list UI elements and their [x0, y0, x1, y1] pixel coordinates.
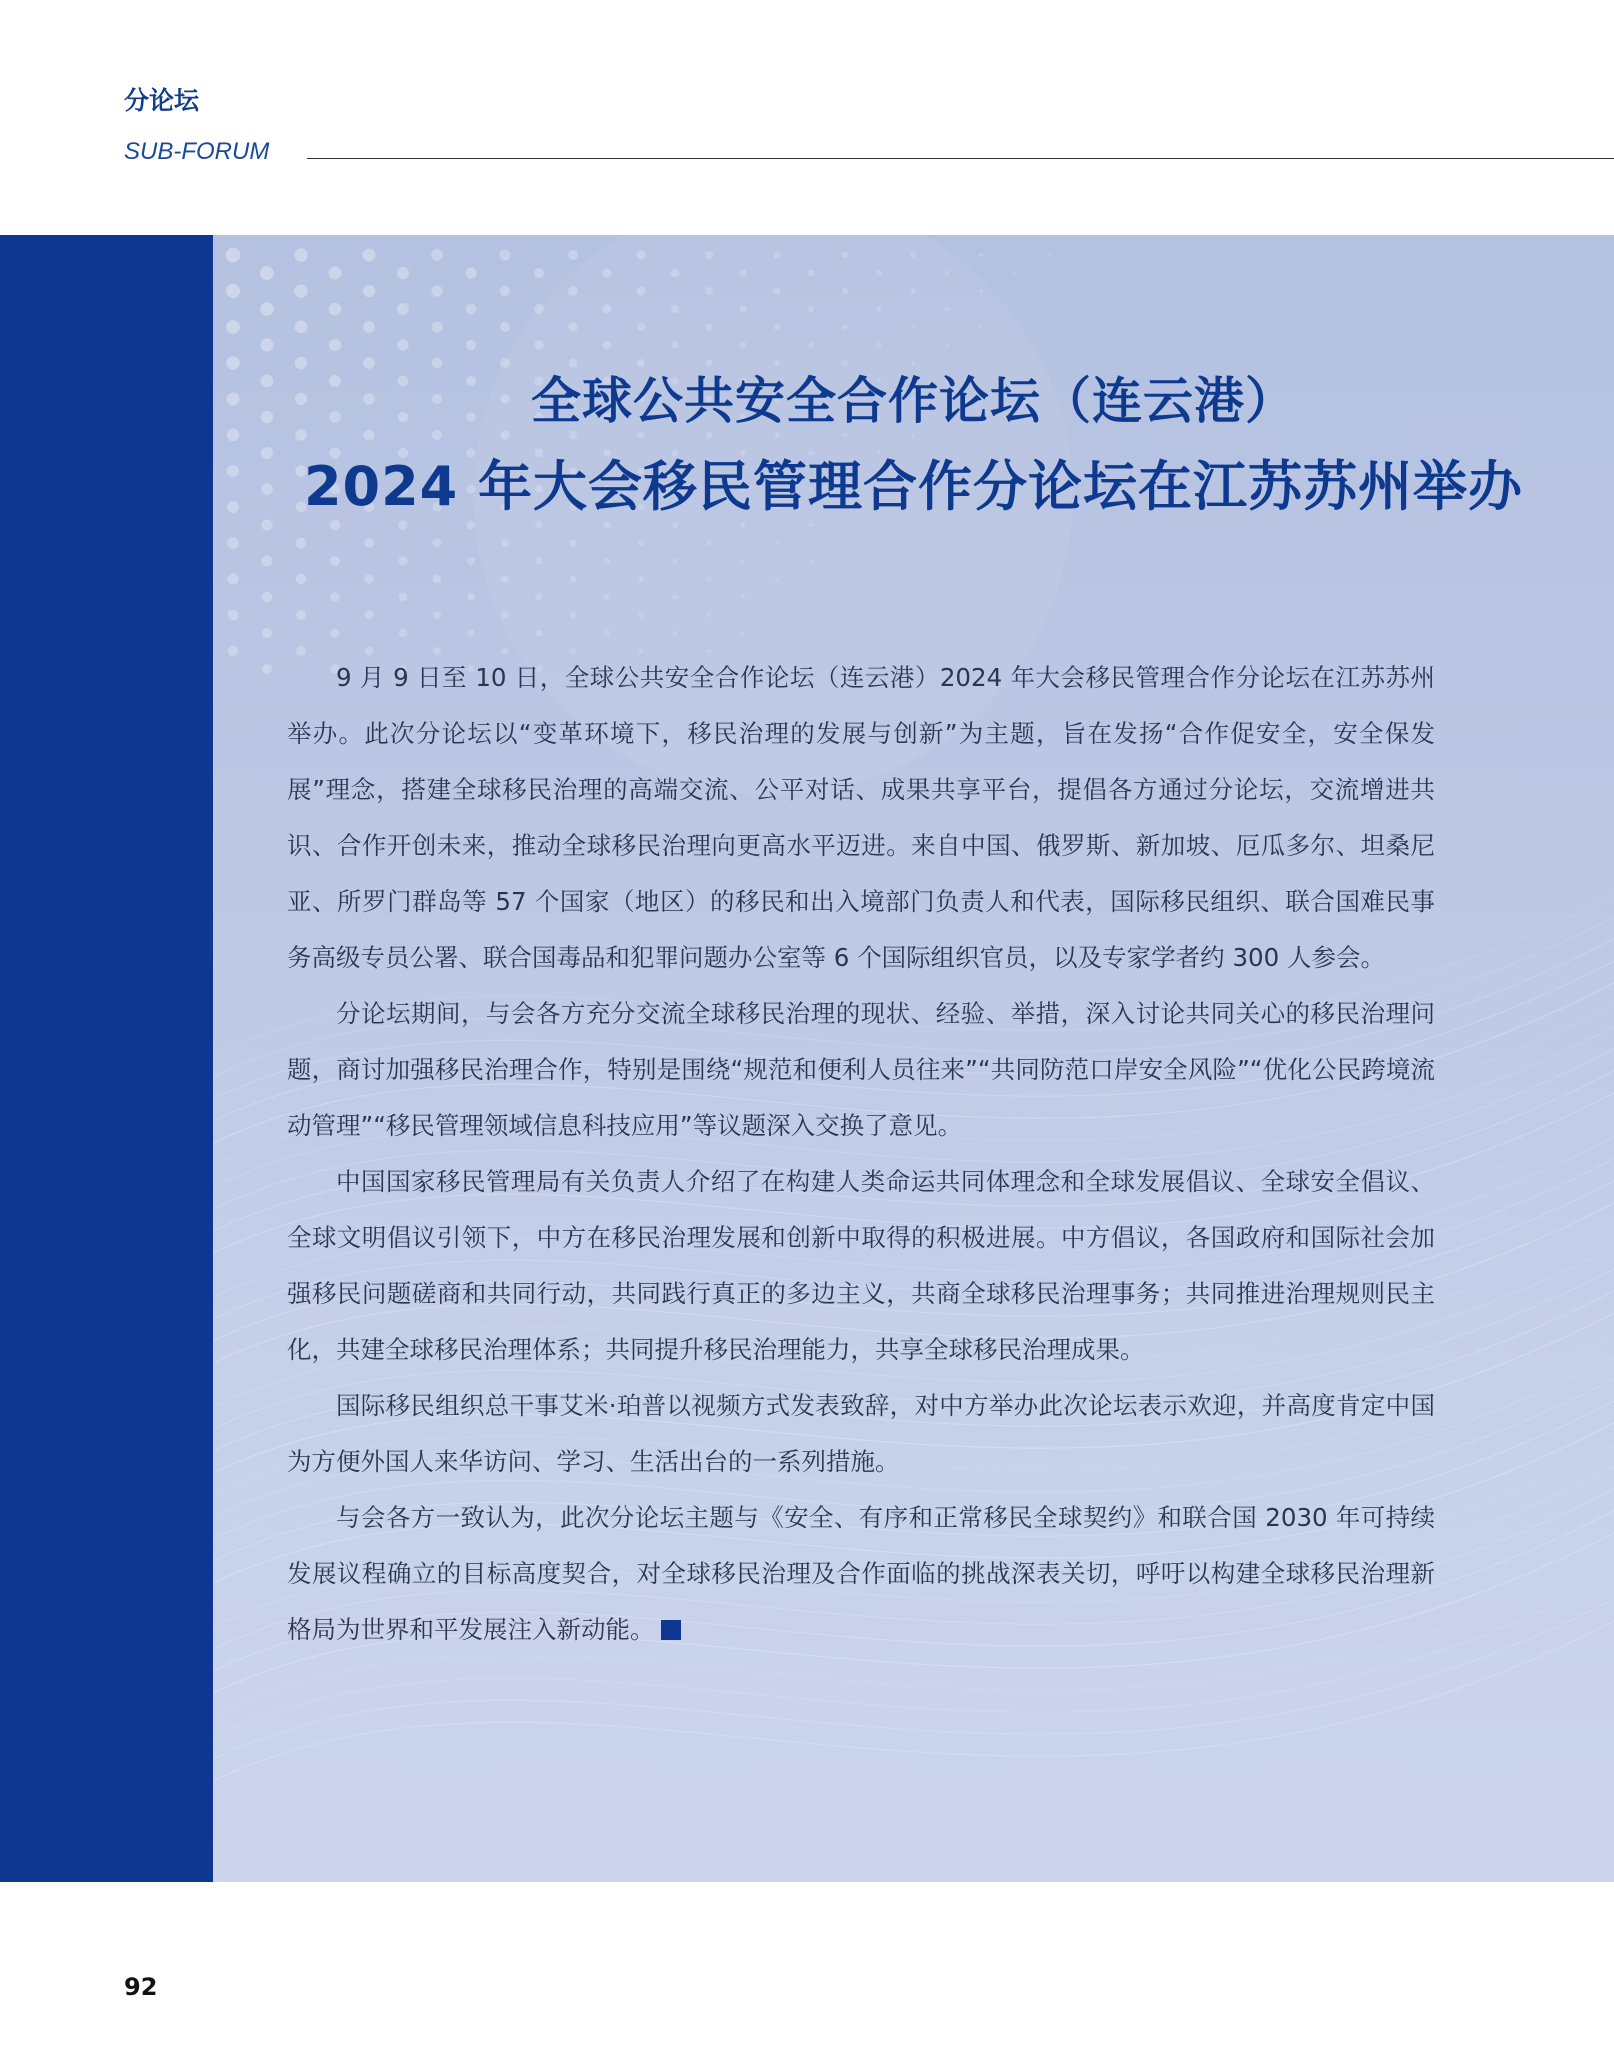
- section-label-cn: 分论坛: [124, 86, 200, 115]
- section-label-en: SUB-FORUM: [124, 138, 270, 165]
- article-paragraph-1: 9 月 9 日至 10 日，全球公共安全合作论坛（连云港）2024 年大会移民管理合作分论坛在江苏苏州举办。此次分论坛以“变革环境下，移民治理的发展与创新”为主题，旨在发扬“合作促安全，安全保发展”理念，搭建全球移民治理的高端交流、公平对话、成果共享平台，提倡各方通过分论坛，交流增进共识、合作开创未来，推动全球移民治理向更高水平迈进。来自中国、俄罗斯、新加坡、厄瓜多尔、坦桑尼亚、所罗门群岛等 57 个国家（地区）的移民和出入境部门负责人和代表，国际移民组织、联合国难民事务高级专员公署、联合国毒品和犯罪问题办公室等 6 个国际组织官员，以及专家学者约 300 人参会。: [287, 663, 1435, 972]
- header-divider: [307, 158, 1614, 159]
- side-accent-bar: [0, 235, 213, 1882]
- article-paragraph-3: 中国国家移民管理局有关负责人介绍了在构建人类命运共同体理念和全球发展倡议、全球安全倡议、全球文明倡议引领下，中方在移民治理发展和创新中取得的积极进展。中方倡议，各国政府和国际社会加强移民问题磋商和共同行动，共同践行真正的多边主义，共商全球移民治理事务；共同推进治理规则民主化，共建全球移民治理体系；共同提升移民治理能力，共享全球移民治理成果。: [287, 1167, 1435, 1364]
- article-paragraph-5-wrap: [287, 1490, 1435, 1658]
- article-paragraph-2: 分论坛期间，与会各方充分交流全球移民治理的现状、经验、举措，深入讨论共同关心的移民治理问题，商讨加强移民治理合作，特别是围绕“规范和便利人员往来”“共同防范口岸安全风险”“优化公民跨境流动管理”“移民管理领域信息科技应用”等议题深入交换了意见。: [287, 999, 1435, 1140]
- article-paragraph-4: 国际移民组织总干事艾米·珀普以视频方式发表致辞，对中方举办此次论坛表示欢迎，并高度肯定中国为方便外国人来华访问、学习、生活出台的一系列措施。: [287, 1391, 1435, 1476]
- article-body: [287, 650, 1435, 1658]
- article-paragraph-5: 与会各方一致认为，此次分论坛主题与《安全、有序和正常移民全球契约》和联合国 2030 年可持续发展议程确立的目标高度契合，对全球移民治理及合作面临的挑战深表关切，呼吁以构建全球移民治理新格局为世界和平发展注入新动能。: [287, 1503, 1435, 1644]
- article-title-line-1: 全球公共安全合作论坛（连云港）: [531, 372, 1296, 430]
- end-mark-icon: [661, 1620, 681, 1640]
- article-title-line-2: 2024 年大会移民管理合作分论坛在江苏苏州举办: [303, 455, 1524, 518]
- article-panel: [213, 235, 1614, 1882]
- page-number: 92: [124, 1973, 158, 2001]
